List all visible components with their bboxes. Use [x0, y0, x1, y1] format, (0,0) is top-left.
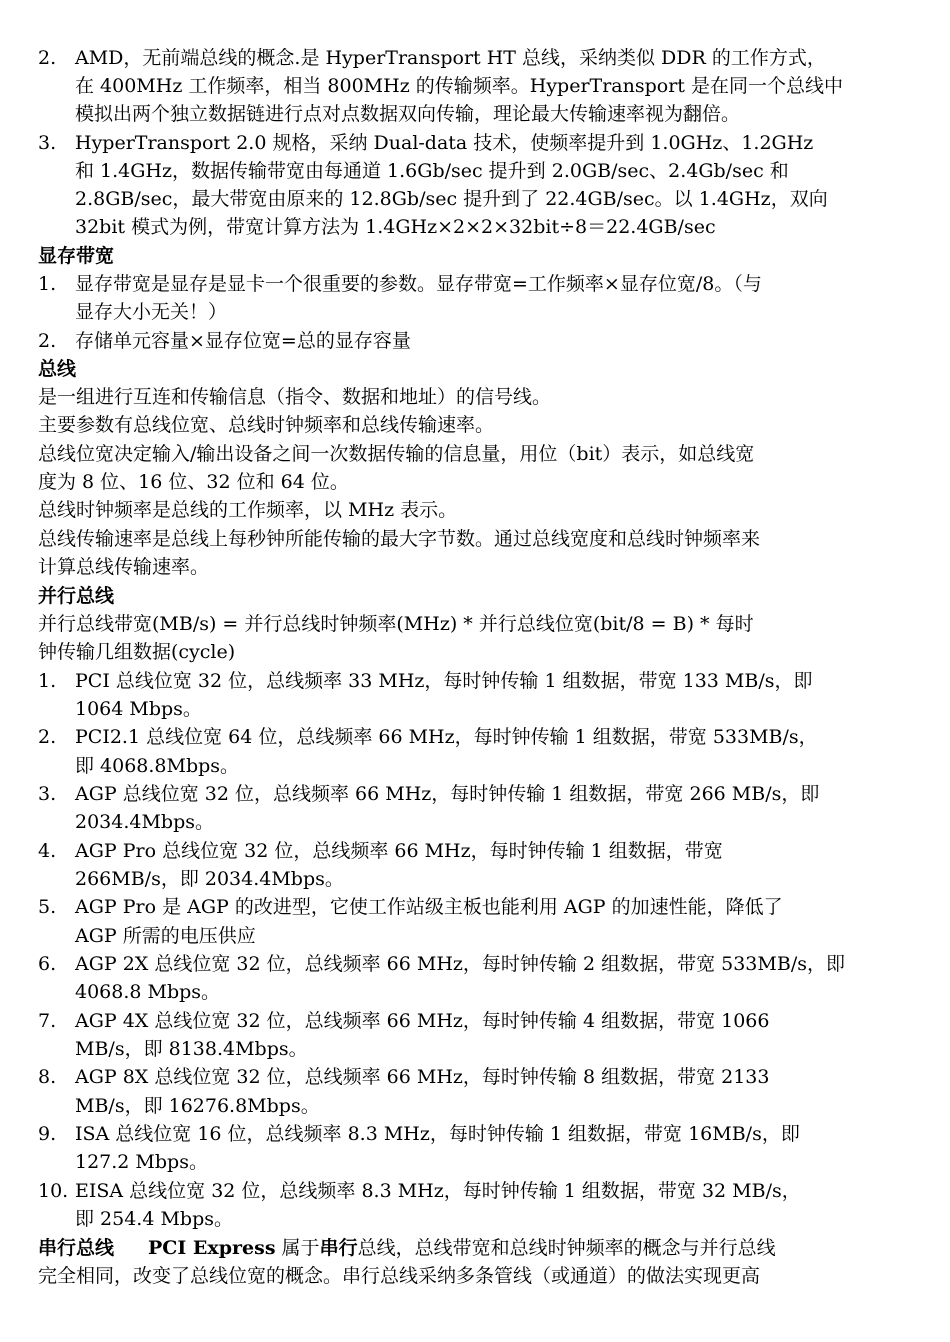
- item-number: 6.: [38, 953, 57, 975]
- item-text: AGP Pro 是 AGP 的改进型，它使工作站级主板也能利用 AGP 的加速性能，降低了: [75, 896, 783, 918]
- item-number: 5.: [38, 896, 57, 918]
- item-number: 2.: [38, 726, 57, 748]
- paragraph-text: 总线位宽决定输入/输出设备之间一次数据传输的信息量，用位（bit）表示，如总线宽: [38, 443, 755, 465]
- vram-heading: 显存带宽: [38, 245, 115, 267]
- item-number: 2.: [38, 47, 57, 69]
- paragraph-text: 度为 8 位、16 位、32 位和 64 位。: [38, 471, 349, 493]
- serial-term: 串行: [319, 1237, 358, 1259]
- pci-express-term: PCI Express: [148, 1237, 276, 1259]
- item-text: 2034.4Mbps。: [75, 811, 215, 833]
- item-text: AGP 8X 总线位宽 32 位，总线频率 66 MHz，每时钟传输 8 组数据，带宽 2133: [75, 1066, 770, 1088]
- item-number: 8.: [38, 1066, 57, 1088]
- item-text: MB/s，即 16276.8Mbps。: [75, 1095, 320, 1117]
- item-text: AGP 所需的电压供应: [75, 925, 256, 947]
- parallel-heading: 并行总线: [38, 585, 115, 607]
- item-number: 4.: [38, 840, 57, 862]
- formula-text: 钟传输几组数据(cycle): [38, 641, 236, 663]
- item-number: 7.: [38, 1010, 57, 1032]
- paragraph-text: 总线，总线带宽和总线时钟频率的概念与并行总线: [357, 1237, 776, 1259]
- item-text: 模拟出两个独立数据链进行点对点数据双向传输，理论最大传输速率视为翻倍。: [75, 103, 741, 125]
- item-text: MB/s，即 8138.4Mbps。: [75, 1038, 308, 1060]
- item-number: 3.: [38, 132, 57, 154]
- item-text: 1064 Mbps。: [75, 698, 202, 720]
- item-number: 10.: [38, 1180, 69, 1202]
- item-text: 和 1.4GHz，数据传输带宽由每通道 1.6Gb/sec 提升到 2.0GB/sec、2.4Gb/sec 和: [75, 160, 789, 182]
- item-number: 1.: [38, 273, 57, 295]
- item-text: AGP 总线位宽 32 位，总线频率 66 MHz，每时钟传输 1 组数据，带宽 266 MB/s，即: [75, 783, 820, 805]
- paragraph-text: 完全相同，改变了总线位宽的概念。串行总线采纳多条管线（或通道）的做法实现更高: [38, 1265, 761, 1287]
- item-number: 2.: [38, 330, 57, 352]
- paragraph-text: 总线时钟频率是总线的工作频率，以 MHz 表示。: [38, 499, 458, 521]
- item-text: PCI2.1 总线位宽 64 位，总线频率 66 MHz，每时钟传输 1 组数据，带宽 533MB/s，: [75, 726, 818, 748]
- item-text: 显存带宽是显存是显卡一个很重要的参数。显存带宽=工作频率×显存位宽/8。（与: [75, 273, 762, 295]
- item-text: EISA 总线位宽 32 位，总线频率 8.3 MHz，每时钟传输 1 组数据，带宽 32 MB/s，: [75, 1180, 801, 1202]
- item-number: 1.: [38, 670, 57, 692]
- paragraph-text: 计算总线传输速率。: [38, 556, 210, 578]
- item-text: 266MB/s，即 2034.4Mbps。: [75, 868, 344, 890]
- paragraph-text: 总线传输速率是总线上每秒钟所能传输的最大字节数。通过总线宽度和总线时钟频率来: [38, 528, 761, 550]
- item-number: 3.: [38, 783, 57, 805]
- item-text: AGP 4X 总线位宽 32 位，总线频率 66 MHz，每时钟传输 4 组数据，带宽 1066: [75, 1010, 770, 1032]
- item-text: 2.8GB/sec，最大带宽由原来的 12.8Gb/sec 提升到了 22.4GB/sec。以 1.4GHz，双向: [75, 188, 828, 210]
- serial-line-1: [38, 1234, 776, 1262]
- paragraph-text: 属于: [275, 1237, 320, 1259]
- item-text: 存储单元容量×显存位宽=总的显存容量: [75, 330, 411, 352]
- item-text: 即 4068.8Mbps。: [75, 755, 240, 777]
- bus-heading: 总线: [38, 358, 77, 380]
- item-text: AGP Pro 总线位宽 32 位，总线频率 66 MHz，每时钟传输 1 组数据，带宽: [75, 840, 723, 862]
- formula-text: 并行总线带宽(MB/s) = 并行总线时钟频率(MHz) * 并行总线位宽(bit/8 = B) * 每时: [38, 613, 754, 635]
- item-text: 显存大小无关！）: [75, 301, 228, 323]
- item-text: 4068.8 Mbps。: [75, 981, 221, 1003]
- serial-heading: 串行总线: [38, 1237, 115, 1259]
- item-text: 在 400MHz 工作频率，相当 800MHz 的传输频率。HyperTransport 是在同一个总线中: [75, 75, 843, 97]
- paragraph-text: 是一组进行互连和传输信息（指令、数据和地址）的信号线。: [38, 386, 552, 408]
- item-text: AGP 2X 总线位宽 32 位，总线频率 66 MHz，每时钟传输 2 组数据，带宽 533MB/s，即: [75, 953, 845, 975]
- item-text: ISA 总线位宽 16 位，总线频率 8.3 MHz，每时钟传输 1 组数据，带宽 16MB/s，即: [75, 1123, 800, 1145]
- paragraph-text: 主要参数有总线位宽、总线时钟频率和总线传输速率。: [38, 414, 495, 436]
- item-text: 127.2 Mbps。: [75, 1151, 208, 1173]
- item-text: PCI 总线位宽 32 位，总线频率 33 MHz，每时钟传输 1 组数据，带宽 133 MB/s，即: [75, 670, 813, 692]
- item-number: 9.: [38, 1123, 57, 1145]
- item-text: HyperTransport 2.0 规格，采纳 Dual-data 技术，使频率提升到 1.0GHz、1.2GHz: [75, 132, 814, 154]
- item-text: AMD，无前端总线的概念.是 HyperTransport HT 总线，采纳类似 DDR 的工作方式，: [75, 47, 826, 69]
- item-text: 32bit 模式为例，带宽计算方法为 1.4GHz×2×2×32bit÷8＝22.4GB/sec: [75, 216, 716, 238]
- item-text: 即 254.4 Mbps。: [75, 1208, 234, 1230]
